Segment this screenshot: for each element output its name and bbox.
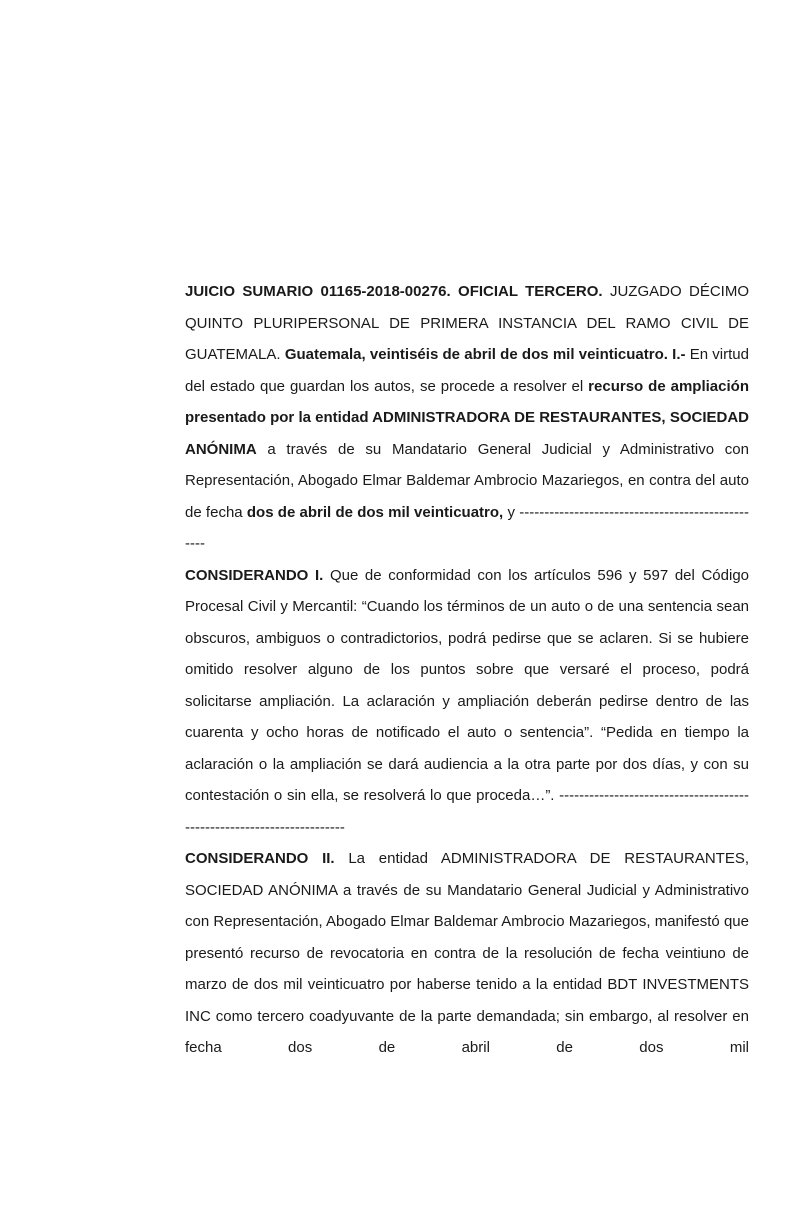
paragraph-heading-resolution [185, 276, 749, 560]
text-segment-bold: CONSIDERANDO II. [185, 850, 335, 867]
text-segment: Que de conformidad con los artículos 596 y 597 del Código Procesal Civil y Mercantil: “Cuando los términos de un auto o de una sentencia sean obscuros, ambiguos o contradictorios, podrá pedirse que se aclaren. Si se hubiere omitido resolver alguno de los puntos sobre que versaré el proceso, podrá solicitarse ampliación. La aclaración y ampliación deberán pedirse dentro de las cuarenta y ocho horas de notificado el auto o sentencia”. “Pedida en tiempo la aclaración o la ampliación se dará audiencia a la otra parte por dos días, y con su contestación o sin ella, se resolverá lo que proceda…”. ---------------------------------------------------------------------- [185, 566, 750, 836]
text-segment-bold: Guatemala, veintiséis de abril de dos mil veinticuatro. I.- [284, 346, 686, 363]
text-segment: JUZGADO DÉCIMO QUINTO PLURIPERSONAL DE PRIMERA INSTANCIA DEL RAMO CIVIL DE GUATEMALA. [185, 283, 749, 363]
paragraph-considerando-2 [185, 843, 749, 1064]
text-segment: a través de su Mandatario General Judicial y Administrativo con Representación, Abogado Elmar Baldemar Ambrocio Mazariegos, en contra del auto de fecha [185, 440, 749, 521]
text-segment-bold: dos de abril de dos mil veinticuatro, [246, 503, 504, 521]
document-text-block [185, 276, 749, 1064]
text-segment-bold: CONSIDERANDO I. [185, 566, 324, 584]
text-segment: y -------------------------------------------------- [185, 503, 749, 552]
text-segment: La entidad ADMINISTRADORA DE RESTAURANTES, SOCIEDAD ANÓNIMA a través de su Mandatario General Judicial y Administrativo con Representación, Abogado Elmar Baldemar Ambrocio Mazariegos, manifestó que presentó recurso de revocatoria en contra de la resolución de fecha veintiuno de marzo de dos mil veinticuatro por haberse tenido a la entidad BDT INVESTMENTS INC como tercero coadyuvante de la parte demandada; sin embargo, al resolver en fecha dos de abril de dos mil [185, 850, 749, 1056]
text-segment-bold: JUICIO SUMARIO 01165-2018-00276. OFICIAL TERCERO. [185, 283, 603, 300]
text-segment-bold: recurso de ampliación presentado por la entidad ADMINISTRADORA DE RESTAURANTES, SOCIEDAD ANÓNIMA [185, 377, 749, 458]
text-segment: En virtud del estado que guardan los autos, se procede a resolver el [185, 346, 749, 395]
paragraph-considerando-1 [185, 560, 749, 844]
